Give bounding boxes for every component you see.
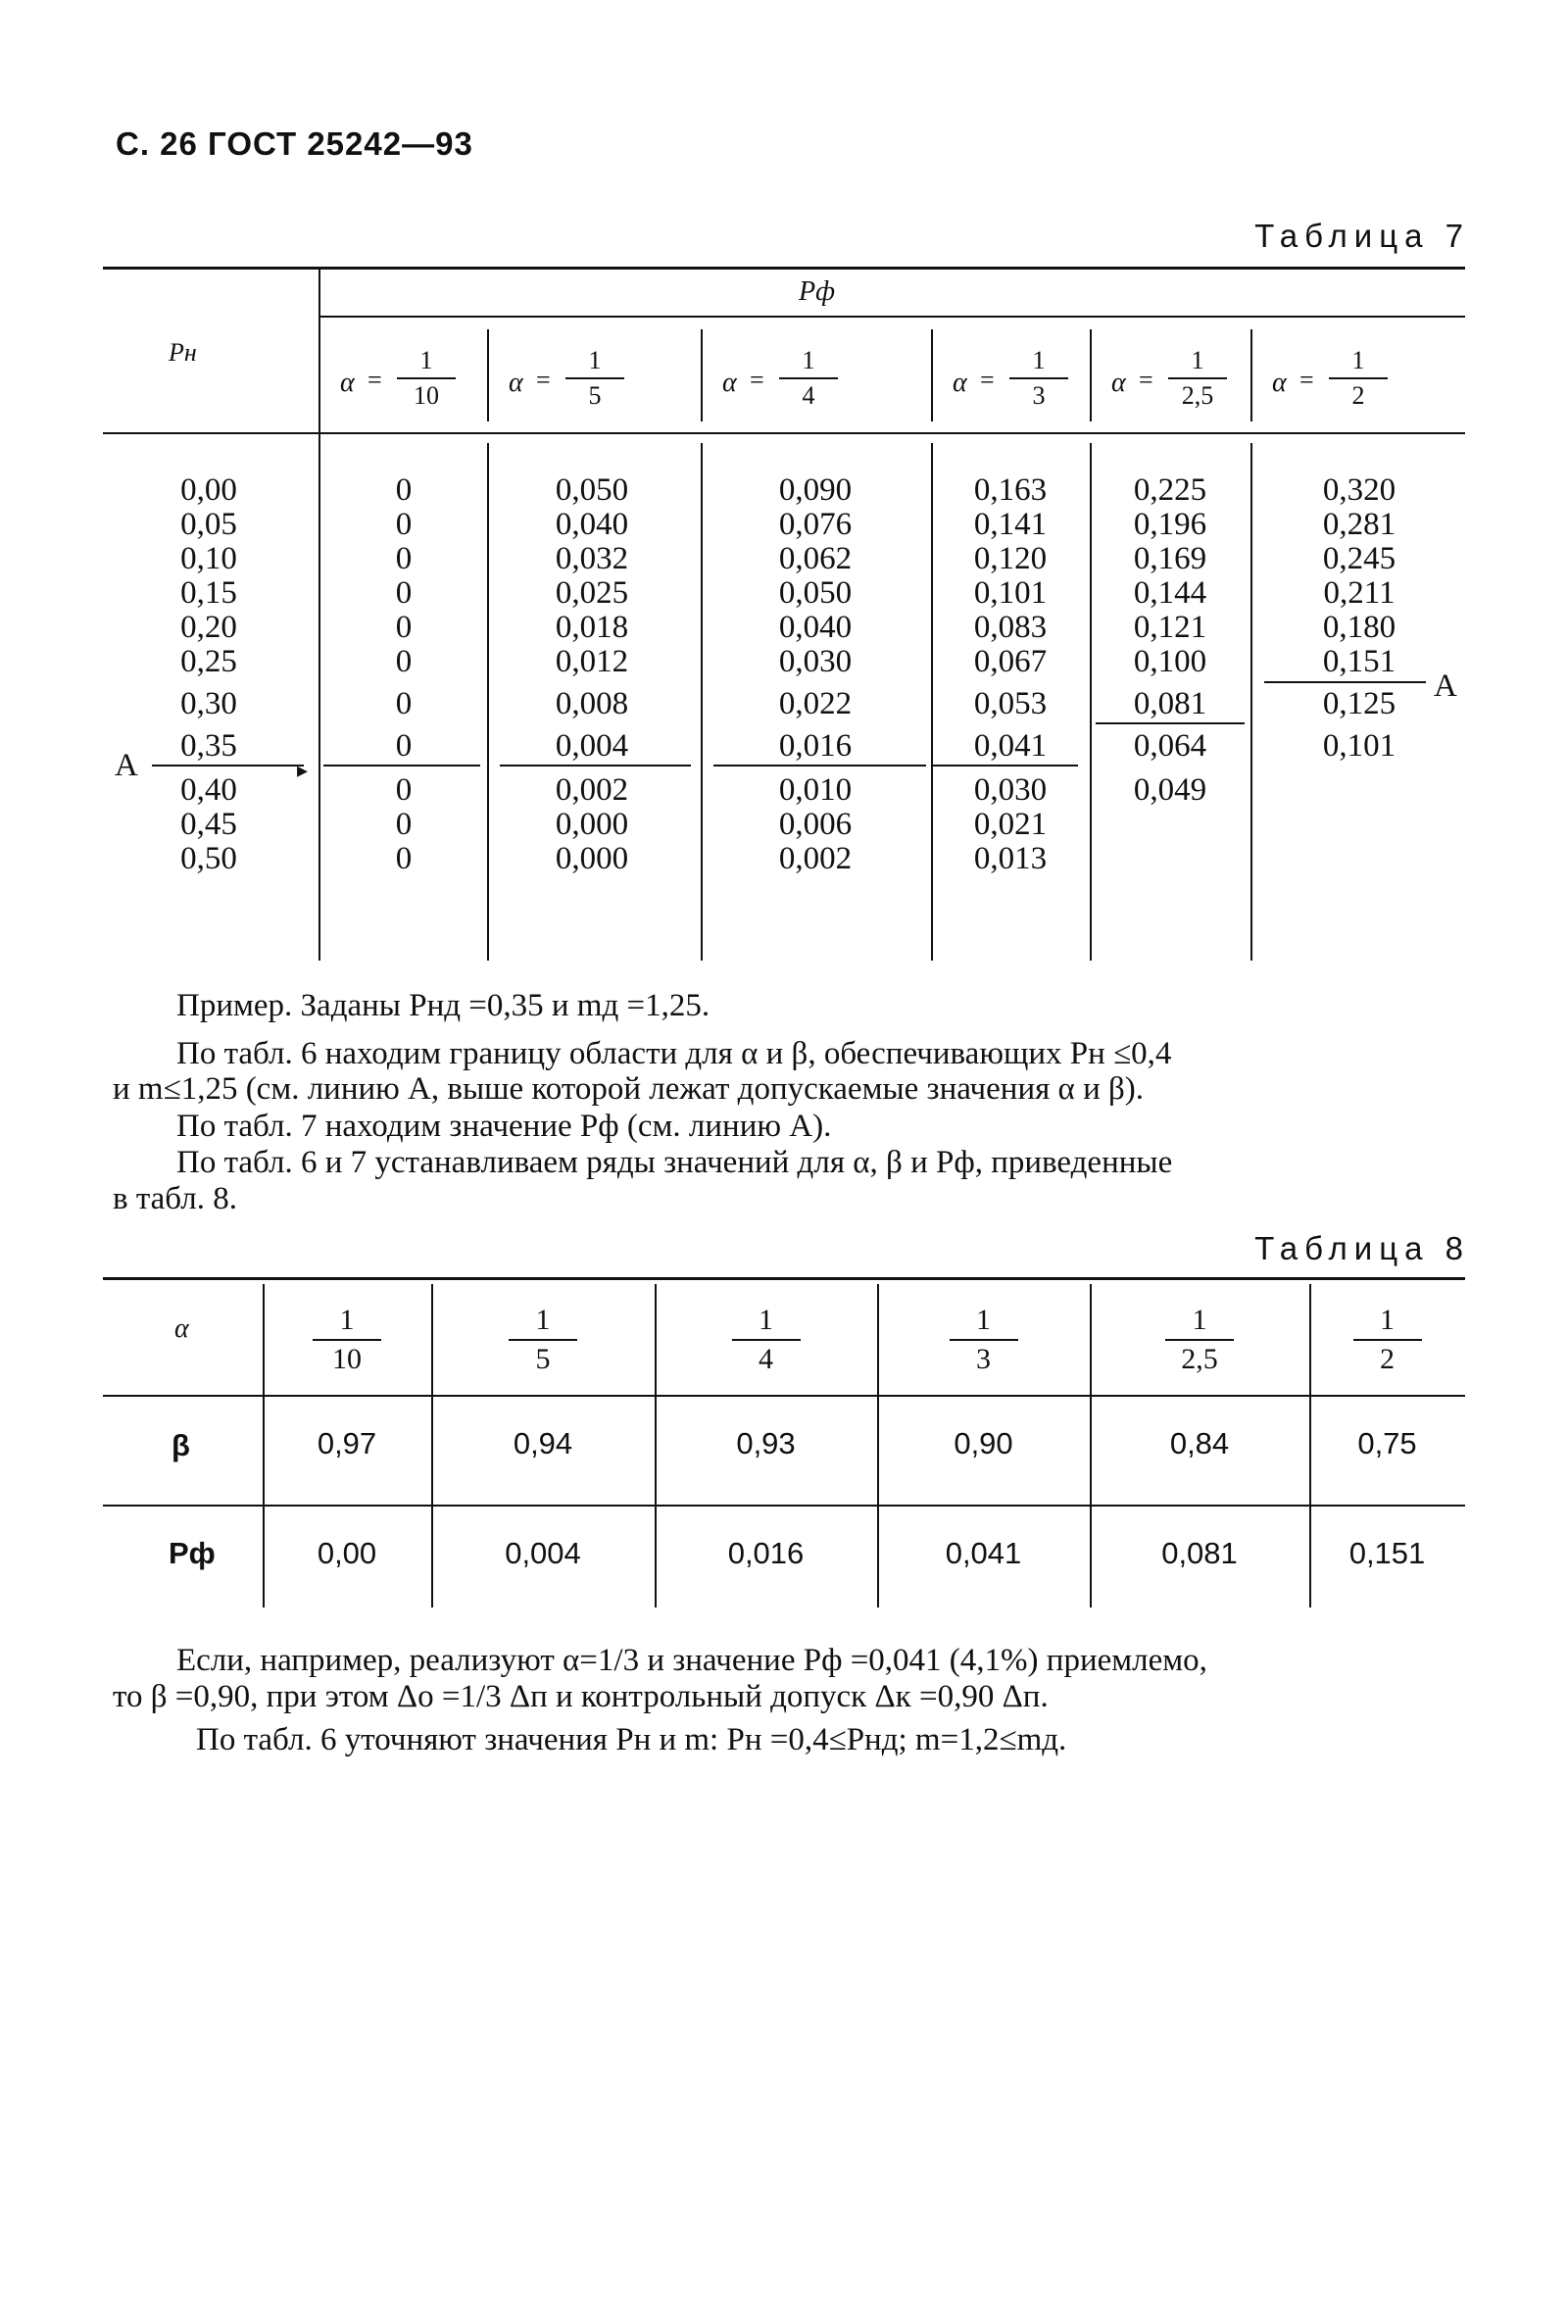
table7-alpha-col4-numerator: 1 xyxy=(1191,346,1204,374)
table7-cell-col4-8: 0,030 xyxy=(973,772,1048,808)
table7-col-divider-head xyxy=(1250,329,1252,421)
table7-col-divider-head xyxy=(487,329,489,421)
table7-cell-col5-6: 0,081 xyxy=(1133,686,1207,721)
table7-alpha-col0-fraction-bar xyxy=(397,377,456,379)
table8-alpha-denominator: 2,5 xyxy=(1181,1343,1218,1375)
line-a-segment xyxy=(931,765,1078,766)
table7-cell-col3-10: 0,002 xyxy=(778,841,853,876)
table8-alpha-fraction xyxy=(1165,1304,1234,1376)
table8-rule-beta xyxy=(103,1505,1465,1507)
table7-alpha-col1-fraction-bar xyxy=(565,377,624,379)
equals-sign: = xyxy=(1139,366,1153,394)
table8-alpha-numerator: 1 xyxy=(976,1304,991,1336)
equals-sign: = xyxy=(1299,366,1314,394)
table7-cell-col1-0: 0 xyxy=(395,472,413,508)
table7-alpha-col5-fraction-bar xyxy=(1329,377,1388,379)
table7-cell-col6-4: 0,180 xyxy=(1322,610,1396,645)
table8-alpha-fraction xyxy=(313,1304,381,1376)
alpha-label: α xyxy=(509,368,523,398)
table7-cell-pn-4: 0,20 xyxy=(180,610,237,645)
table7-cell-col3-0: 0,090 xyxy=(778,472,853,508)
table8-alpha-denominator: 2 xyxy=(1380,1343,1395,1375)
line-a-label-right: A xyxy=(1434,668,1457,704)
table8-alpha-denominator: 10 xyxy=(332,1343,362,1375)
table7-cell-col2-10: 0,000 xyxy=(555,841,629,876)
table7-cell-col2-5: 0,012 xyxy=(555,644,629,679)
table7-cell-pn-7: 0,35 xyxy=(180,728,237,764)
table8-beta-label: β xyxy=(172,1428,190,1462)
table7-cell-col5-4: 0,121 xyxy=(1133,610,1207,645)
table7-cell-col5-0: 0,225 xyxy=(1133,472,1207,508)
alpha-label: α xyxy=(722,368,737,398)
example-line-6: в табл. 8. xyxy=(113,1181,237,1216)
example-line-4: По табл. 7 находим значение Pф (см. линию А). xyxy=(176,1109,832,1144)
table8-pf-label: Pф xyxy=(169,1536,216,1570)
table8-alpha-fraction xyxy=(509,1304,577,1376)
table7-cell-col2-1: 0,040 xyxy=(555,507,629,542)
table8-caption: Таблица 8 xyxy=(1254,1230,1470,1266)
line-a-segment xyxy=(500,765,691,766)
table8-alpha-label: α xyxy=(174,1313,189,1344)
table7-cell-col3-1: 0,076 xyxy=(778,507,853,542)
table7-alpha-col5-numerator: 1 xyxy=(1351,346,1365,374)
table7-cell-col6-3: 0,211 xyxy=(1323,575,1396,611)
table7-cell-col4-6: 0,053 xyxy=(973,686,1048,721)
table7-cell-pn-6: 0,30 xyxy=(180,686,237,721)
table7-alpha-col3-numerator: 1 xyxy=(1032,346,1046,374)
table7-col-divider xyxy=(701,443,703,961)
table7-cell-col2-2: 0,032 xyxy=(555,541,629,576)
table8-pf-value: 0,041 xyxy=(945,1536,1022,1570)
table7-cell-col4-0: 0,163 xyxy=(973,472,1048,508)
table7-cell-col5-5: 0,100 xyxy=(1133,644,1207,679)
table7-cell-col2-6: 0,008 xyxy=(555,686,629,721)
equals-sign: = xyxy=(750,366,764,394)
table7-alpha-col3-fraction-bar xyxy=(1009,377,1068,379)
table8-beta-value: 0,94 xyxy=(513,1426,573,1460)
table7-cell-col2-8: 0,002 xyxy=(555,772,629,808)
table7-col-divider xyxy=(487,443,489,961)
line-a-label-left: A xyxy=(115,748,138,783)
table7-alpha-col2-fraction-bar xyxy=(779,377,838,379)
line-a-segment xyxy=(152,765,304,766)
table7-alpha-col2-fraction xyxy=(779,346,838,411)
table8-beta-value: 0,97 xyxy=(317,1426,377,1460)
table7-group-header: Pф xyxy=(799,276,835,307)
table7-cell-col5-1: 0,196 xyxy=(1133,507,1207,542)
table7-head-rule xyxy=(103,432,1465,434)
table7-cell-col1-10: 0 xyxy=(395,841,413,876)
table7-cell-col3-9: 0,006 xyxy=(778,807,853,842)
closing-line-1: Если, например, реализуют α=1/3 и значение Pф =0,041 (4,1%) приемлемо, xyxy=(176,1643,1207,1678)
table7-alpha-col4-fraction-bar xyxy=(1168,377,1227,379)
table7-cell-col3-6: 0,022 xyxy=(778,686,853,721)
table7-cell-col5-7: 0,064 xyxy=(1133,728,1207,764)
table8-alpha-numerator: 1 xyxy=(1192,1304,1207,1336)
table7-cell-col3-7: 0,016 xyxy=(778,728,853,764)
table7-alpha-col4-denominator: 2,5 xyxy=(1181,381,1214,410)
table7-cell-col6-5: 0,151 xyxy=(1322,644,1396,679)
example-line-5: По табл. 6 и 7 устанавливаем ряды значений для α, β и Pф, приведенные xyxy=(176,1145,1173,1180)
table7-col-divider xyxy=(931,443,933,961)
table8-alpha-fraction xyxy=(950,1304,1018,1376)
table7-cell-col4-1: 0,141 xyxy=(973,507,1048,542)
table7-cell-col3-4: 0,040 xyxy=(778,610,853,645)
table7-col-divider-head xyxy=(701,329,703,421)
table7-cell-col4-7: 0,041 xyxy=(973,728,1048,764)
line-a-segment xyxy=(1264,681,1426,683)
table7-cell-col5-3: 0,144 xyxy=(1133,575,1207,611)
table8-fraction-bar xyxy=(1165,1339,1234,1341)
line-a-segment xyxy=(1096,722,1245,724)
table7-cell-pn-5: 0,25 xyxy=(180,644,237,679)
table7-cell-col1-5: 0 xyxy=(395,644,413,679)
table7-cell-col2-4: 0,018 xyxy=(555,610,629,645)
table7-alpha-col3-denominator: 3 xyxy=(1032,381,1046,410)
table8-alpha-denominator: 3 xyxy=(976,1343,991,1375)
page-header: С. 26 ГОСТ 25242—93 xyxy=(116,125,473,162)
table7-alpha-col4-fraction xyxy=(1168,346,1227,411)
table8-alpha-numerator: 1 xyxy=(535,1304,551,1336)
example-line-3: и m≤1,25 (см. линию А, выше которой лежат допускаемые значения α и β). xyxy=(113,1071,1145,1107)
table8-alpha-fraction xyxy=(732,1304,801,1376)
table7-cell-col3-5: 0,030 xyxy=(778,644,853,679)
table7-cell-col1-1: 0 xyxy=(395,507,413,542)
table7-caption: Таблица 7 xyxy=(1254,218,1470,254)
table7-alpha-col0-fraction xyxy=(397,346,456,411)
table8-col-divider xyxy=(431,1284,433,1607)
table7-cell-col2-0: 0,050 xyxy=(555,472,629,508)
table7-cell-col3-2: 0,062 xyxy=(778,541,853,576)
table8-pf-value: 0,151 xyxy=(1348,1536,1426,1570)
table7-cell-col4-5: 0,067 xyxy=(973,644,1048,679)
table7-top-rule xyxy=(103,267,1465,270)
equals-sign: = xyxy=(536,366,551,394)
table7-cell-col2-9: 0,000 xyxy=(555,807,629,842)
table7-cell-col1-7: 0 xyxy=(395,728,413,764)
table7-cell-col4-3: 0,101 xyxy=(973,575,1048,611)
table7-alpha-col3-fraction xyxy=(1009,346,1068,411)
table8-fraction-bar xyxy=(732,1339,801,1341)
table8-alpha-numerator: 1 xyxy=(339,1304,355,1336)
table7-alpha-col2-denominator: 4 xyxy=(802,381,815,410)
table8-beta-value: 0,75 xyxy=(1357,1426,1417,1460)
table8-fraction-bar xyxy=(1353,1339,1422,1341)
table8-alpha-fraction xyxy=(1353,1304,1422,1376)
table7-cell-col4-2: 0,120 xyxy=(973,541,1048,576)
table7-alpha-col1-fraction xyxy=(565,346,624,411)
table7-cell-pn-0: 0,00 xyxy=(180,472,237,508)
alpha-label: α xyxy=(953,368,967,398)
table7-col-divider-head xyxy=(1090,329,1092,421)
table8-fraction-bar xyxy=(509,1339,577,1341)
table7-cell-col1-9: 0 xyxy=(395,807,413,842)
table8-pf-value: 0,016 xyxy=(727,1536,805,1570)
table7-alpha-col5-fraction xyxy=(1329,346,1388,411)
table7-cell-col1-4: 0 xyxy=(395,610,413,645)
table7-cell-pn-3: 0,15 xyxy=(180,575,237,611)
table7-cell-col4-4: 0,083 xyxy=(973,610,1048,645)
table7-alpha-col0-denominator: 10 xyxy=(414,381,439,410)
table7-cell-col5-8: 0,049 xyxy=(1133,772,1207,808)
line-a-arrow: ▸ xyxy=(297,758,309,782)
table8-col-divider xyxy=(1090,1284,1092,1607)
table7-cell-col3-8: 0,010 xyxy=(778,772,853,808)
table7-cell-col4-9: 0,021 xyxy=(973,807,1048,842)
table8-alpha-numerator: 1 xyxy=(759,1304,773,1336)
table7-col-divider xyxy=(1250,443,1252,961)
example-line-2: По табл. 6 находим границу области для α и β, обеспечивающих Pн ≤0,4 xyxy=(176,1036,1172,1071)
table7-cell-col6-2: 0,245 xyxy=(1322,541,1396,576)
table7-cell-col6-6: 0,125 xyxy=(1322,686,1396,721)
table7-alpha-col1-denominator: 5 xyxy=(588,381,602,410)
table7-cell-col6-0: 0,320 xyxy=(1322,472,1396,508)
table8-alpha-denominator: 4 xyxy=(759,1343,773,1375)
table7-col-divider-head xyxy=(931,329,933,421)
table7-alpha-col2-numerator: 1 xyxy=(802,346,815,374)
table8-col-divider xyxy=(877,1284,879,1607)
table7-cell-col5-2: 0,169 xyxy=(1133,541,1207,576)
line-a-segment xyxy=(323,765,480,766)
table7-col-divider xyxy=(1090,443,1092,961)
table8-fraction-bar xyxy=(313,1339,381,1341)
table7-alpha-col1-numerator: 1 xyxy=(588,346,602,374)
table8-pf-value: 0,00 xyxy=(317,1536,377,1570)
table7-cell-col2-7: 0,004 xyxy=(555,728,629,764)
table7-cell-col1-6: 0 xyxy=(395,686,413,721)
alpha-label: α xyxy=(1272,368,1287,398)
table7-cell-col6-7: 0,101 xyxy=(1322,728,1396,764)
table8-pf-value: 0,081 xyxy=(1161,1536,1238,1570)
table7-cell-col2-3: 0,025 xyxy=(555,575,629,611)
table8-beta-value: 0,84 xyxy=(1169,1426,1230,1460)
table7-col-divider xyxy=(318,443,320,961)
table7-alpha-col0-numerator: 1 xyxy=(419,346,433,374)
line-a-segment xyxy=(713,765,926,766)
closing-line-3: По табл. 6 уточняют значения Pн и m: Pн =0,4≤Pнд; m=1,2≤mд. xyxy=(196,1722,1067,1757)
table7-cell-col3-3: 0,050 xyxy=(778,575,853,611)
alpha-label: α xyxy=(1111,368,1126,398)
equals-sign: = xyxy=(368,366,382,394)
table8-fraction-bar xyxy=(950,1339,1018,1341)
table8-beta-value: 0,90 xyxy=(954,1426,1013,1460)
table7-alpha-col5-denominator: 2 xyxy=(1351,381,1365,410)
table7-cell-col1-2: 0 xyxy=(395,541,413,576)
table7-cell-pn-1: 0,05 xyxy=(180,507,237,542)
table8-alpha-numerator: 1 xyxy=(1380,1304,1395,1336)
table7-cell-pn-9: 0,45 xyxy=(180,807,237,842)
table7-group-rule xyxy=(318,316,1465,318)
table7-cell-pn-8: 0,40 xyxy=(180,772,237,808)
closing-line-2: то β =0,90, при этом Δо =1/3 Δп и контрольный допуск Δк =0,90 Δп. xyxy=(113,1679,1049,1714)
table8-rule-alpha xyxy=(103,1395,1465,1397)
table7-cell-col1-3: 0 xyxy=(395,575,413,611)
table8-col-divider xyxy=(263,1284,265,1607)
table8-pf-value: 0,004 xyxy=(505,1536,581,1570)
alpha-label: α xyxy=(340,368,355,398)
table7-cell-col6-1: 0,281 xyxy=(1322,507,1396,542)
equals-sign: = xyxy=(980,366,995,394)
table8-alpha-denominator: 5 xyxy=(535,1343,551,1375)
table8-top-rule xyxy=(103,1277,1465,1280)
table7-cell-col1-8: 0 xyxy=(395,772,413,808)
table7-row-header: Pн xyxy=(169,338,197,367)
table7-cell-pn-2: 0,10 xyxy=(180,541,237,576)
example-line-1: Пример. Заданы Pнд =0,35 и mд =1,25. xyxy=(176,988,710,1023)
table8-col-divider xyxy=(655,1284,657,1607)
table8-beta-value: 0,93 xyxy=(736,1426,796,1460)
table7-cell-pn-10: 0,50 xyxy=(180,841,237,876)
table7-cell-col4-10: 0,013 xyxy=(973,841,1048,876)
